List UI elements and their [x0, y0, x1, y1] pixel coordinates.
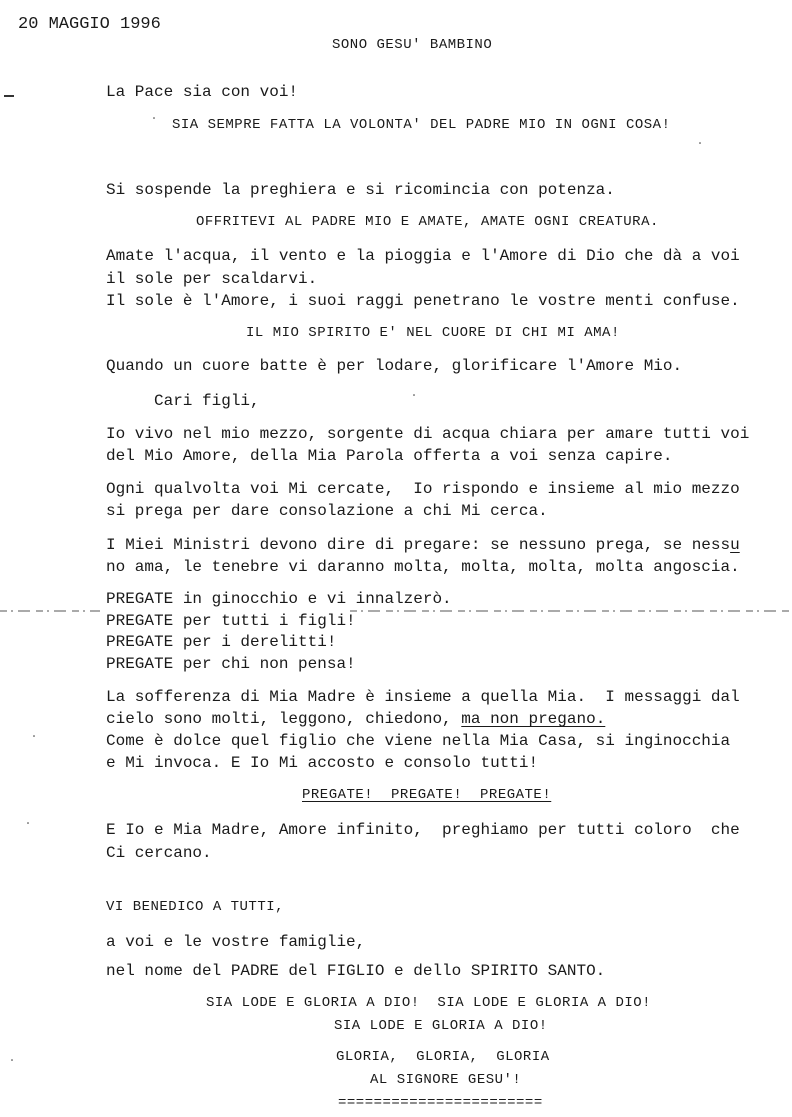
pray-line-4: PREGATE per chi non pensa!: [106, 655, 356, 673]
paragraph-heart: Quando un cuore batte è per lodare, glorificare l'Amore Mio.: [106, 357, 683, 375]
ministers-text: I Miei Ministri devono dire di pregare: se nessuno prega, se ness: [106, 536, 731, 554]
closing-families: a voi e le vostre famiglie,: [106, 933, 366, 951]
paragraph-live-line-1: Io vivo nel mio mezzo, sorgente di acqua chiara per amare tutti voi: [106, 425, 750, 443]
paragraph-suspend: Si sospende la preghiera e si ricomincia con potenza.: [106, 181, 615, 199]
paragraph-suffer-line-4: e Mi invoca. E Io Mi accosto e consolo tutti!: [106, 754, 539, 772]
paragraph-ministers-line-2: no ama, le tenebre vi daranno molta, molta, molta, molta angoscia.: [106, 558, 740, 576]
page-title: SONO GESU' BAMBINO: [332, 37, 493, 53]
suffer-text: cielo sono molti, leggono, chiedono,: [106, 710, 462, 728]
paragraph-love-line-3: Il sole è l'Amore, i suoi raggi penetrano le vostre menti confuse.: [106, 292, 740, 310]
paragraph-mother-line-2: Ci cercano.: [106, 844, 212, 862]
glory-line-2: AL SIGNORE GESU'!: [370, 1072, 522, 1088]
pray-line-2: PREGATE per tutti i figli!: [106, 612, 356, 630]
heading-spirit: IL MIO SPIRITO E' NEL CUORE DI CHI MI AMA!: [246, 325, 620, 341]
glory-line-1: GLORIA, GLORIA, GLORIA: [336, 1049, 550, 1065]
paragraph-seek-line-2: si prega per dare consolazione a chi Mi cerca.: [106, 502, 548, 520]
pray-line-3: PREGATE per i derelitti!: [106, 633, 337, 651]
closing-trinity: nel nome del PADRE del FIGLIO e dello SPIRITO SANTO.: [106, 962, 606, 980]
paragraph-love-line-2: il sole per scaldarvi.: [106, 270, 318, 288]
paragraph-live-line-2: del Mio Amore, della Mia Parola offerta a voi senza capire.: [106, 447, 673, 465]
paragraph-suffer-line-3: Come è dolce quel figlio che viene nella Mia Casa, si inginocchia: [106, 732, 731, 750]
closing-rule: =======================: [338, 1095, 543, 1111]
heading-will: SIA SEMPRE FATTA LA VOLONTA' DEL PADRE MIO IN OGNI COSA!: [172, 117, 671, 133]
paragraph-seek-line-1: Ogni qualvolta voi Mi cercate, Io rispondo e insieme al mio mezzo: [106, 480, 740, 498]
suffer-underlined-phrase: ma non pregano.: [461, 710, 606, 728]
salutation: Cari figli,: [154, 392, 260, 410]
ministers-hyphen-part: u: [730, 536, 740, 554]
paragraph-mother-line-1: E Io e Mia Madre, Amore infinito, preghiamo per tutti coloro che: [106, 821, 740, 839]
paragraph-love-line-1: Amate l'acqua, il vento e la pioggia e l'Amore di Dio che dà a voi: [106, 247, 740, 265]
pray-line-1: PREGATE in ginocchio e vi innalzerò.: [106, 590, 452, 608]
date-line: 20 MAGGIO 1996: [18, 15, 161, 34]
praise-line-2: SIA LODE E GLORIA A DIO!: [334, 1018, 548, 1034]
greeting-line: La Pace sia con voi!: [106, 83, 299, 101]
heading-offer: OFFRITEVI AL PADRE MIO E AMATE, AMATE OGNI CREATURA.: [196, 214, 659, 230]
praise-line-1: SIA LODE E GLORIA A DIO! SIA LODE E GLORIA A DIO!: [206, 995, 652, 1011]
paragraph-suffer-line-1: La sofferenza di Mia Madre è insieme a quella Mia. I messaggi dal: [106, 688, 740, 706]
heading-pray: PREGATE! PREGATE! PREGATE!: [302, 787, 552, 803]
closing-blessing: VI BENEDICO A TUTTI,: [106, 899, 285, 915]
